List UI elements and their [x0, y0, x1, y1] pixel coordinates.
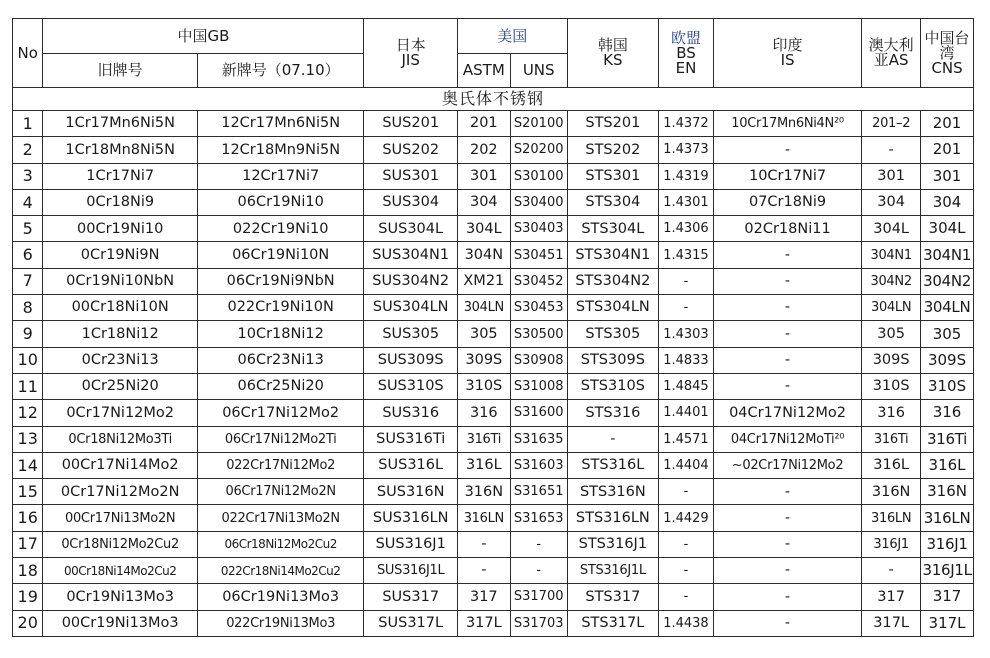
cell-cns: 317L	[921, 610, 974, 636]
cell-cns: 316L	[921, 452, 974, 478]
cell-bs-en: 1.4571	[659, 426, 714, 452]
cell-no: 17	[13, 531, 43, 557]
cell-is: -	[713, 584, 861, 610]
cell-old-grade: 1Cr17Ni7	[43, 163, 197, 189]
cell-ks: STS310S	[567, 373, 658, 399]
cell-ks: STS304LN	[567, 295, 658, 321]
cell-ks: STS201	[567, 111, 658, 137]
cell-new-grade: 06Cr17Ni12Mo2Ti	[197, 426, 364, 452]
cell-is: -	[713, 479, 861, 505]
cell-uns: S31635	[510, 426, 567, 452]
cell-new-grade: 06Cr17Ni12Mo2	[197, 400, 364, 426]
table-row	[13, 242, 974, 268]
steel-grade-comparison-sheet	[12, 18, 974, 658]
cell-astm: 304L	[457, 216, 510, 242]
cell-uns: S30400	[510, 189, 567, 215]
cell-is: -	[713, 242, 861, 268]
cell-astm: 316LN	[457, 505, 510, 531]
cell-new-grade: 022Cr19Ni10	[197, 216, 364, 242]
cell-cns: 316LN	[921, 505, 974, 531]
table-row	[13, 584, 974, 610]
cell-uns: S30452	[510, 268, 567, 294]
cell-cns: 304L	[921, 216, 974, 242]
cell-jis: SUS316LN	[364, 505, 457, 531]
table-row	[13, 426, 974, 452]
cell-bs-en: 1.4306	[659, 216, 714, 242]
header-taiwan-cns	[921, 19, 974, 88]
table-row	[13, 347, 974, 373]
cell-no: 12	[13, 400, 43, 426]
cell-bs-en: -	[659, 479, 714, 505]
cell-cns: 201	[921, 137, 974, 163]
cell-new-grade: 12Cr17Ni7	[197, 163, 364, 189]
header-eu-label: 欧盟	[670, 28, 701, 47]
cell-cns: 316J1	[921, 531, 974, 557]
header-old-grade: 旧牌号	[43, 54, 197, 88]
header-eu-bs-en	[659, 19, 714, 88]
cell-jis: SUS309S	[364, 347, 457, 373]
cell-new-grade: 022Cr19Ni10N	[197, 295, 364, 321]
cell-as: 301	[862, 163, 921, 189]
cell-cns: 304LN	[921, 295, 974, 321]
cell-cns: 201	[921, 111, 974, 137]
cell-bs-en: 1.4373	[659, 137, 714, 163]
header-usa: 美国	[457, 19, 567, 54]
cell-is: -	[713, 321, 861, 347]
cell-as: 317L	[862, 610, 921, 636]
cell-no: 4	[13, 189, 43, 215]
header-australia-as	[862, 19, 921, 88]
cell-ks: STS316L	[567, 452, 658, 478]
cell-new-grade: 06Cr18Ni12Mo2Cu2	[197, 531, 364, 557]
cell-uns: S30908	[510, 347, 567, 373]
cell-astm: 304LN	[457, 295, 510, 321]
cell-as: 316Ti	[862, 426, 921, 452]
cell-uns: S30451	[510, 242, 567, 268]
cell-uns: S31008	[510, 373, 567, 399]
cell-new-grade: 022Cr17Ni13Mo2N	[197, 505, 364, 531]
cell-new-grade: 06Cr19Ni9NbN	[197, 268, 364, 294]
cell-as: 305	[862, 321, 921, 347]
section-title: 奥氏体不锈钢	[13, 88, 974, 111]
cell-astm: 301	[457, 163, 510, 189]
table-row	[13, 558, 974, 584]
cell-jis: SUS316	[364, 400, 457, 426]
cell-no: 3	[13, 163, 43, 189]
cell-no: 2	[13, 137, 43, 163]
cell-new-grade: 06Cr25Ni20	[197, 373, 364, 399]
cell-bs-en: 1.4319	[659, 163, 714, 189]
header-india-line2: IS	[780, 51, 795, 69]
cell-bs-en: -	[659, 268, 714, 294]
cell-bs-en: 1.4845	[659, 373, 714, 399]
header-japan-line1: 日本	[395, 36, 426, 54]
header-australia-line2: 亚AS	[873, 51, 909, 69]
cell-new-grade: 06Cr17Ni12Mo2N	[197, 479, 364, 505]
cell-is: -	[713, 347, 861, 373]
cell-old-grade: 0Cr19Ni9N	[43, 242, 197, 268]
table-row	[13, 479, 974, 505]
cell-jis: SUS202	[364, 137, 457, 163]
cell-bs-en: 1.4315	[659, 242, 714, 268]
cell-no: 11	[13, 373, 43, 399]
cell-ks: STS316	[567, 400, 658, 426]
cell-cns: 316Ti	[921, 426, 974, 452]
cell-as: 316	[862, 400, 921, 426]
table-row	[13, 400, 974, 426]
table-row	[13, 452, 974, 478]
cell-as: -	[862, 137, 921, 163]
cell-jis: SUS317	[364, 584, 457, 610]
header-india-is	[713, 19, 861, 88]
cell-old-grade: 1Cr18Ni12	[43, 321, 197, 347]
cell-old-grade: 00Cr18Ni10N	[43, 295, 197, 321]
cell-cns: 304N2	[921, 268, 974, 294]
cell-bs-en: -	[659, 558, 714, 584]
cell-cns: 304N1	[921, 242, 974, 268]
cell-no: 8	[13, 295, 43, 321]
cell-cns: 309S	[921, 347, 974, 373]
cell-astm: -	[457, 558, 510, 584]
table-row	[13, 137, 974, 163]
cell-ks: STS309S	[567, 347, 658, 373]
cell-new-grade: 12Cr17Mn6Ni5N	[197, 111, 364, 137]
cell-as: 317	[862, 584, 921, 610]
cell-ks: STS316J1	[567, 531, 658, 557]
cell-old-grade: 0Cr17Ni12Mo2N	[43, 479, 197, 505]
cell-is: 10Cr17Ni7	[713, 163, 861, 189]
cell-no: 14	[13, 452, 43, 478]
cell-astm: 304N	[457, 242, 510, 268]
cell-jis: SUS310S	[364, 373, 457, 399]
cell-as: -	[862, 558, 921, 584]
cell-is: -	[713, 531, 861, 557]
cell-cns: 304	[921, 189, 974, 215]
cell-old-grade: 0Cr23Ni13	[43, 347, 197, 373]
cell-ks: STS305	[567, 321, 658, 347]
cell-uns: S31600	[510, 400, 567, 426]
table-row	[13, 163, 974, 189]
cell-astm: 317	[457, 584, 510, 610]
cell-new-grade: 10Cr18Ni12	[197, 321, 364, 347]
cell-is: 10Cr17Mn6Ni4N²⁰	[713, 111, 861, 137]
cell-uns: S31651	[510, 479, 567, 505]
cell-bs-en: -	[659, 584, 714, 610]
cell-astm: 316N	[457, 479, 510, 505]
cell-ks: STS301	[567, 163, 658, 189]
cell-old-grade: 00Cr17Ni14Mo2	[43, 452, 197, 478]
cell-no: 19	[13, 584, 43, 610]
cell-cns: 317	[921, 584, 974, 610]
cell-no: 16	[13, 505, 43, 531]
cell-cns: 316J1L	[921, 558, 974, 584]
cell-uns: S31700	[510, 584, 567, 610]
cell-as: 310S	[862, 373, 921, 399]
cell-jis: SUS305	[364, 321, 457, 347]
cell-old-grade: 0Cr25Ni20	[43, 373, 197, 399]
cell-no: 15	[13, 479, 43, 505]
table-row	[13, 295, 974, 321]
cell-is: 02Cr18Ni11	[713, 216, 861, 242]
cell-ks: STS317	[567, 584, 658, 610]
cell-astm: 316Ti	[457, 426, 510, 452]
table-row	[13, 610, 974, 636]
cell-cns: 301	[921, 163, 974, 189]
cell-is: -	[713, 137, 861, 163]
cell-uns: S30100	[510, 163, 567, 189]
cell-old-grade: 00Cr19Ni10	[43, 216, 197, 242]
cell-astm: XM21	[457, 268, 510, 294]
cell-old-grade: 0Cr17Ni12Mo2	[43, 400, 197, 426]
cell-jis: SUS316J1	[364, 531, 457, 557]
cell-uns: S31703	[510, 610, 567, 636]
cell-bs-en: 1.4372	[659, 111, 714, 137]
cell-old-grade: 1Cr18Mn8Ni5N	[43, 137, 197, 163]
cell-jis: SUS304	[364, 189, 457, 215]
cell-astm: 201	[457, 111, 510, 137]
cell-ks: STS304N1	[567, 242, 658, 268]
cell-old-grade: 00Cr19Ni13Mo3	[43, 610, 197, 636]
cell-new-grade: 06Cr19Ni13Mo3	[197, 584, 364, 610]
header-japan-line2: JIS	[401, 51, 420, 69]
cell-as: 316J1	[862, 531, 921, 557]
cell-uns: S20200	[510, 137, 567, 163]
cell-ks: STS304N2	[567, 268, 658, 294]
header-india-line1: 印度	[772, 36, 803, 54]
cell-ks: STS316J1L	[567, 558, 658, 584]
cell-ks: -	[567, 426, 658, 452]
cell-bs-en: 1.4438	[659, 610, 714, 636]
header-no: No	[13, 19, 43, 88]
cell-astm: 305	[457, 321, 510, 347]
cell-cns: 305	[921, 321, 974, 347]
cell-is: 04Cr17Ni12MoTi²⁰	[713, 426, 861, 452]
cell-old-grade: 0Cr19Ni13Mo3	[43, 584, 197, 610]
cell-no: 9	[13, 321, 43, 347]
cell-as: 316LN	[862, 505, 921, 531]
cell-new-grade: 022Cr18Ni14Mo2Cu2	[197, 558, 364, 584]
cell-uns: S31653	[510, 505, 567, 531]
cell-uns: S20100	[510, 111, 567, 137]
cell-astm: 304	[457, 189, 510, 215]
cell-is: 04Cr17Ni12Mo2	[713, 400, 861, 426]
cell-jis: SUS316N	[364, 479, 457, 505]
cell-as: 316L	[862, 452, 921, 478]
cell-no: 13	[13, 426, 43, 452]
cell-as: 304N2	[862, 268, 921, 294]
cell-old-grade: 0Cr18Ni12Mo2Cu2	[43, 531, 197, 557]
table-row	[13, 321, 974, 347]
cell-new-grade: 022Cr17Ni12Mo2	[197, 452, 364, 478]
cell-new-grade: 06Cr23Ni13	[197, 347, 364, 373]
cell-is: -	[713, 373, 861, 399]
header-china-gb: 中国GB	[43, 19, 364, 54]
table-row	[13, 189, 974, 215]
header-taiwan-line2: 湾	[939, 43, 955, 62]
header-korea-line1: 韩国	[597, 36, 628, 54]
cell-bs-en: 1.4833	[659, 347, 714, 373]
table-row	[13, 373, 974, 399]
cell-jis: SUS301	[364, 163, 457, 189]
cell-astm: 202	[457, 137, 510, 163]
cell-uns: -	[510, 531, 567, 557]
header-australia-line1: 澳大利	[868, 36, 914, 54]
cell-jis: SUS304LN	[364, 295, 457, 321]
cell-jis: SUS316Ti	[364, 426, 457, 452]
cell-as: 304L	[862, 216, 921, 242]
cell-bs-en: 1.4301	[659, 189, 714, 215]
cell-bs-en: 1.4429	[659, 505, 714, 531]
cell-jis: SUS316J1L	[364, 558, 457, 584]
header-eu-en: EN	[675, 58, 697, 77]
table-row	[13, 268, 974, 294]
header-taiwan-line1: 中国台	[924, 28, 970, 47]
cell-is: -	[713, 505, 861, 531]
cell-no: 18	[13, 558, 43, 584]
cell-jis: SUS317L	[364, 610, 457, 636]
cell-jis: SUS304N2	[364, 268, 457, 294]
cell-no: 10	[13, 347, 43, 373]
cell-jis: SUS316L	[364, 452, 457, 478]
cell-cns: 316N	[921, 479, 974, 505]
cell-ks: STS317L	[567, 610, 658, 636]
cell-uns: S31603	[510, 452, 567, 478]
cell-is: -	[713, 295, 861, 321]
cell-ks: STS202	[567, 137, 658, 163]
cell-ks: STS316N	[567, 479, 658, 505]
table-row	[13, 111, 974, 137]
table-row	[13, 505, 974, 531]
cell-is: -	[713, 610, 861, 636]
cell-ks: STS304L	[567, 216, 658, 242]
cell-is: -	[713, 268, 861, 294]
cell-jis: SUS304L	[364, 216, 457, 242]
header-astm: ASTM	[457, 54, 510, 88]
cell-jis: SUS304N1	[364, 242, 457, 268]
cell-old-grade: 00Cr18Ni14Mo2Cu2	[43, 558, 197, 584]
table-row	[13, 216, 974, 242]
header-new-grade: 新牌号（07.10）	[197, 54, 364, 88]
cell-old-grade: 0Cr18Ni9	[43, 189, 197, 215]
cell-no: 7	[13, 268, 43, 294]
cell-new-grade: 12Cr18Mn9Ni5N	[197, 137, 364, 163]
cell-astm: 317L	[457, 610, 510, 636]
table-row	[13, 531, 974, 557]
header-uns: UNS	[510, 54, 567, 88]
cell-bs-en: 1.4401	[659, 400, 714, 426]
cell-as: 304	[862, 189, 921, 215]
cell-old-grade: 0Cr19Ni10NbN	[43, 268, 197, 294]
table-header	[13, 19, 974, 111]
cell-uns: S30403	[510, 216, 567, 242]
cell-bs-en: -	[659, 531, 714, 557]
cell-as: 304N1	[862, 242, 921, 268]
cell-as: 316N	[862, 479, 921, 505]
cell-old-grade: 00Cr17Ni13Mo2N	[43, 505, 197, 531]
cell-astm: 316	[457, 400, 510, 426]
cell-astm: 310S	[457, 373, 510, 399]
cell-cns: 316	[921, 400, 974, 426]
cell-bs-en: 1.4404	[659, 452, 714, 478]
cell-new-grade: 06Cr19Ni10	[197, 189, 364, 215]
cell-is: ~02Cr17Ni12Mo2	[713, 452, 861, 478]
cell-astm: -	[457, 531, 510, 557]
table-body	[13, 111, 974, 637]
cell-bs-en: 1.4303	[659, 321, 714, 347]
cell-uns: -	[510, 558, 567, 584]
cell-old-grade: 0Cr18Ni12Mo3Ti	[43, 426, 197, 452]
cell-is: -	[713, 558, 861, 584]
cell-as: 304LN	[862, 295, 921, 321]
header-japan-jis	[364, 19, 457, 88]
grade-comparison-table	[12, 18, 974, 637]
cell-as: 201–2	[862, 111, 921, 137]
cell-astm: 309S	[457, 347, 510, 373]
cell-cns: 310S	[921, 373, 974, 399]
cell-bs-en: -	[659, 295, 714, 321]
cell-new-grade: 06Cr19Ni10N	[197, 242, 364, 268]
cell-old-grade: 1Cr17Mn6Ni5N	[43, 111, 197, 137]
cell-is: 07Cr18Ni9	[713, 189, 861, 215]
cell-new-grade: 022Cr19Ni13Mo3	[197, 610, 364, 636]
cell-no: 1	[13, 111, 43, 137]
cell-no: 5	[13, 216, 43, 242]
cell-no: 20	[13, 610, 43, 636]
cell-astm: 316L	[457, 452, 510, 478]
header-taiwan-line3: CNS	[931, 58, 963, 77]
header-eu-bs: BS	[676, 43, 696, 62]
cell-uns: S30453	[510, 295, 567, 321]
cell-as: 309S	[862, 347, 921, 373]
cell-ks: STS316LN	[567, 505, 658, 531]
cell-no: 6	[13, 242, 43, 268]
header-korea-line2: KS	[603, 51, 623, 69]
cell-ks: STS304	[567, 189, 658, 215]
cell-uns: S30500	[510, 321, 567, 347]
header-korea-ks	[567, 19, 658, 88]
cell-jis: SUS201	[364, 111, 457, 137]
